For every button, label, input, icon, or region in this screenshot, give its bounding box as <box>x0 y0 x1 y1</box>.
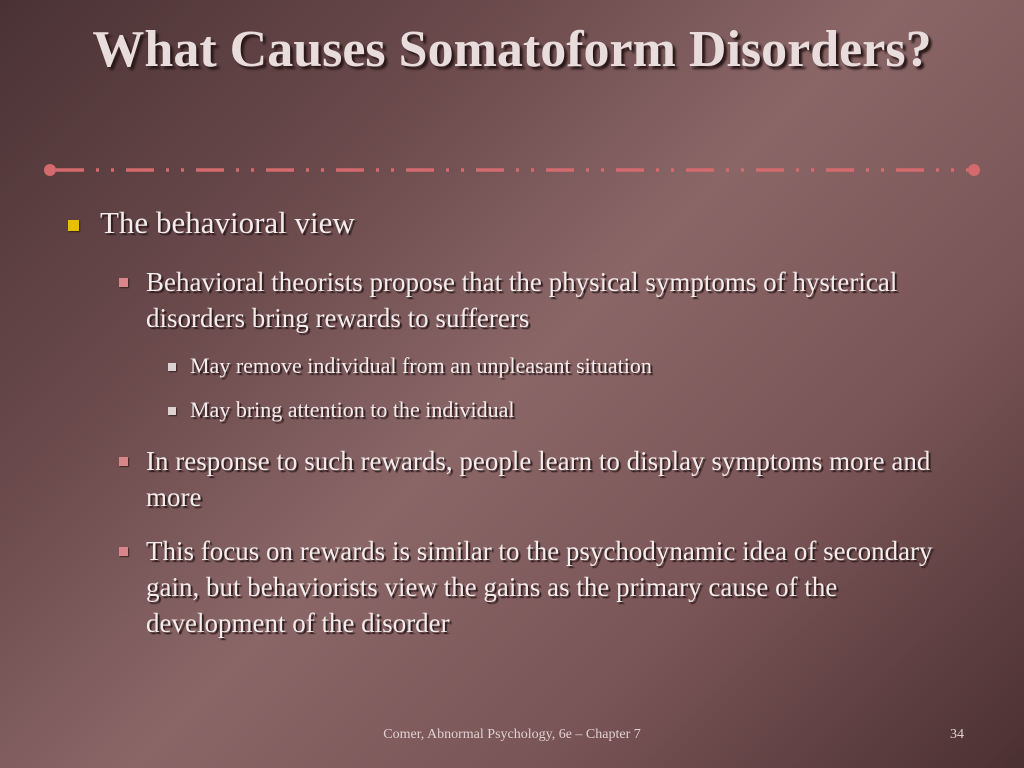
bullet-level2-icon <box>119 457 128 466</box>
bullet-sub-1: May remove individual from an unpleasant situation <box>190 353 652 378</box>
bullet-level1-icon <box>68 220 79 231</box>
bullet-level3-icon <box>168 407 176 415</box>
bullet-level3-icon <box>168 363 176 371</box>
bullet-level2-icon <box>119 547 128 556</box>
bullet-item-2: In response to such rewards, people learn to display symptoms more and more <box>146 446 931 512</box>
page-number: 34 <box>950 727 964 742</box>
bullet-level1-text: The behavioral view <box>100 205 355 240</box>
slide-footer: Comer, Abnormal Psychology, 6e – Chapter 7 <box>383 727 641 742</box>
bullet-sub-2: May bring attention to the individual <box>190 397 515 422</box>
bullet-item-1: Behavioral theorists propose that the physical symptoms of hysterical disorders bring rewards to sufferers <box>146 267 898 333</box>
slide-title: What Causes Somatoform Disorders? <box>92 21 932 78</box>
bullet-item-3: This focus on rewards is similar to the psychodynamic idea of secondary gain, but behaviorists view the gains as the primary cause of the development of the disorder <box>146 536 933 638</box>
bullet-level2-icon <box>119 278 128 287</box>
